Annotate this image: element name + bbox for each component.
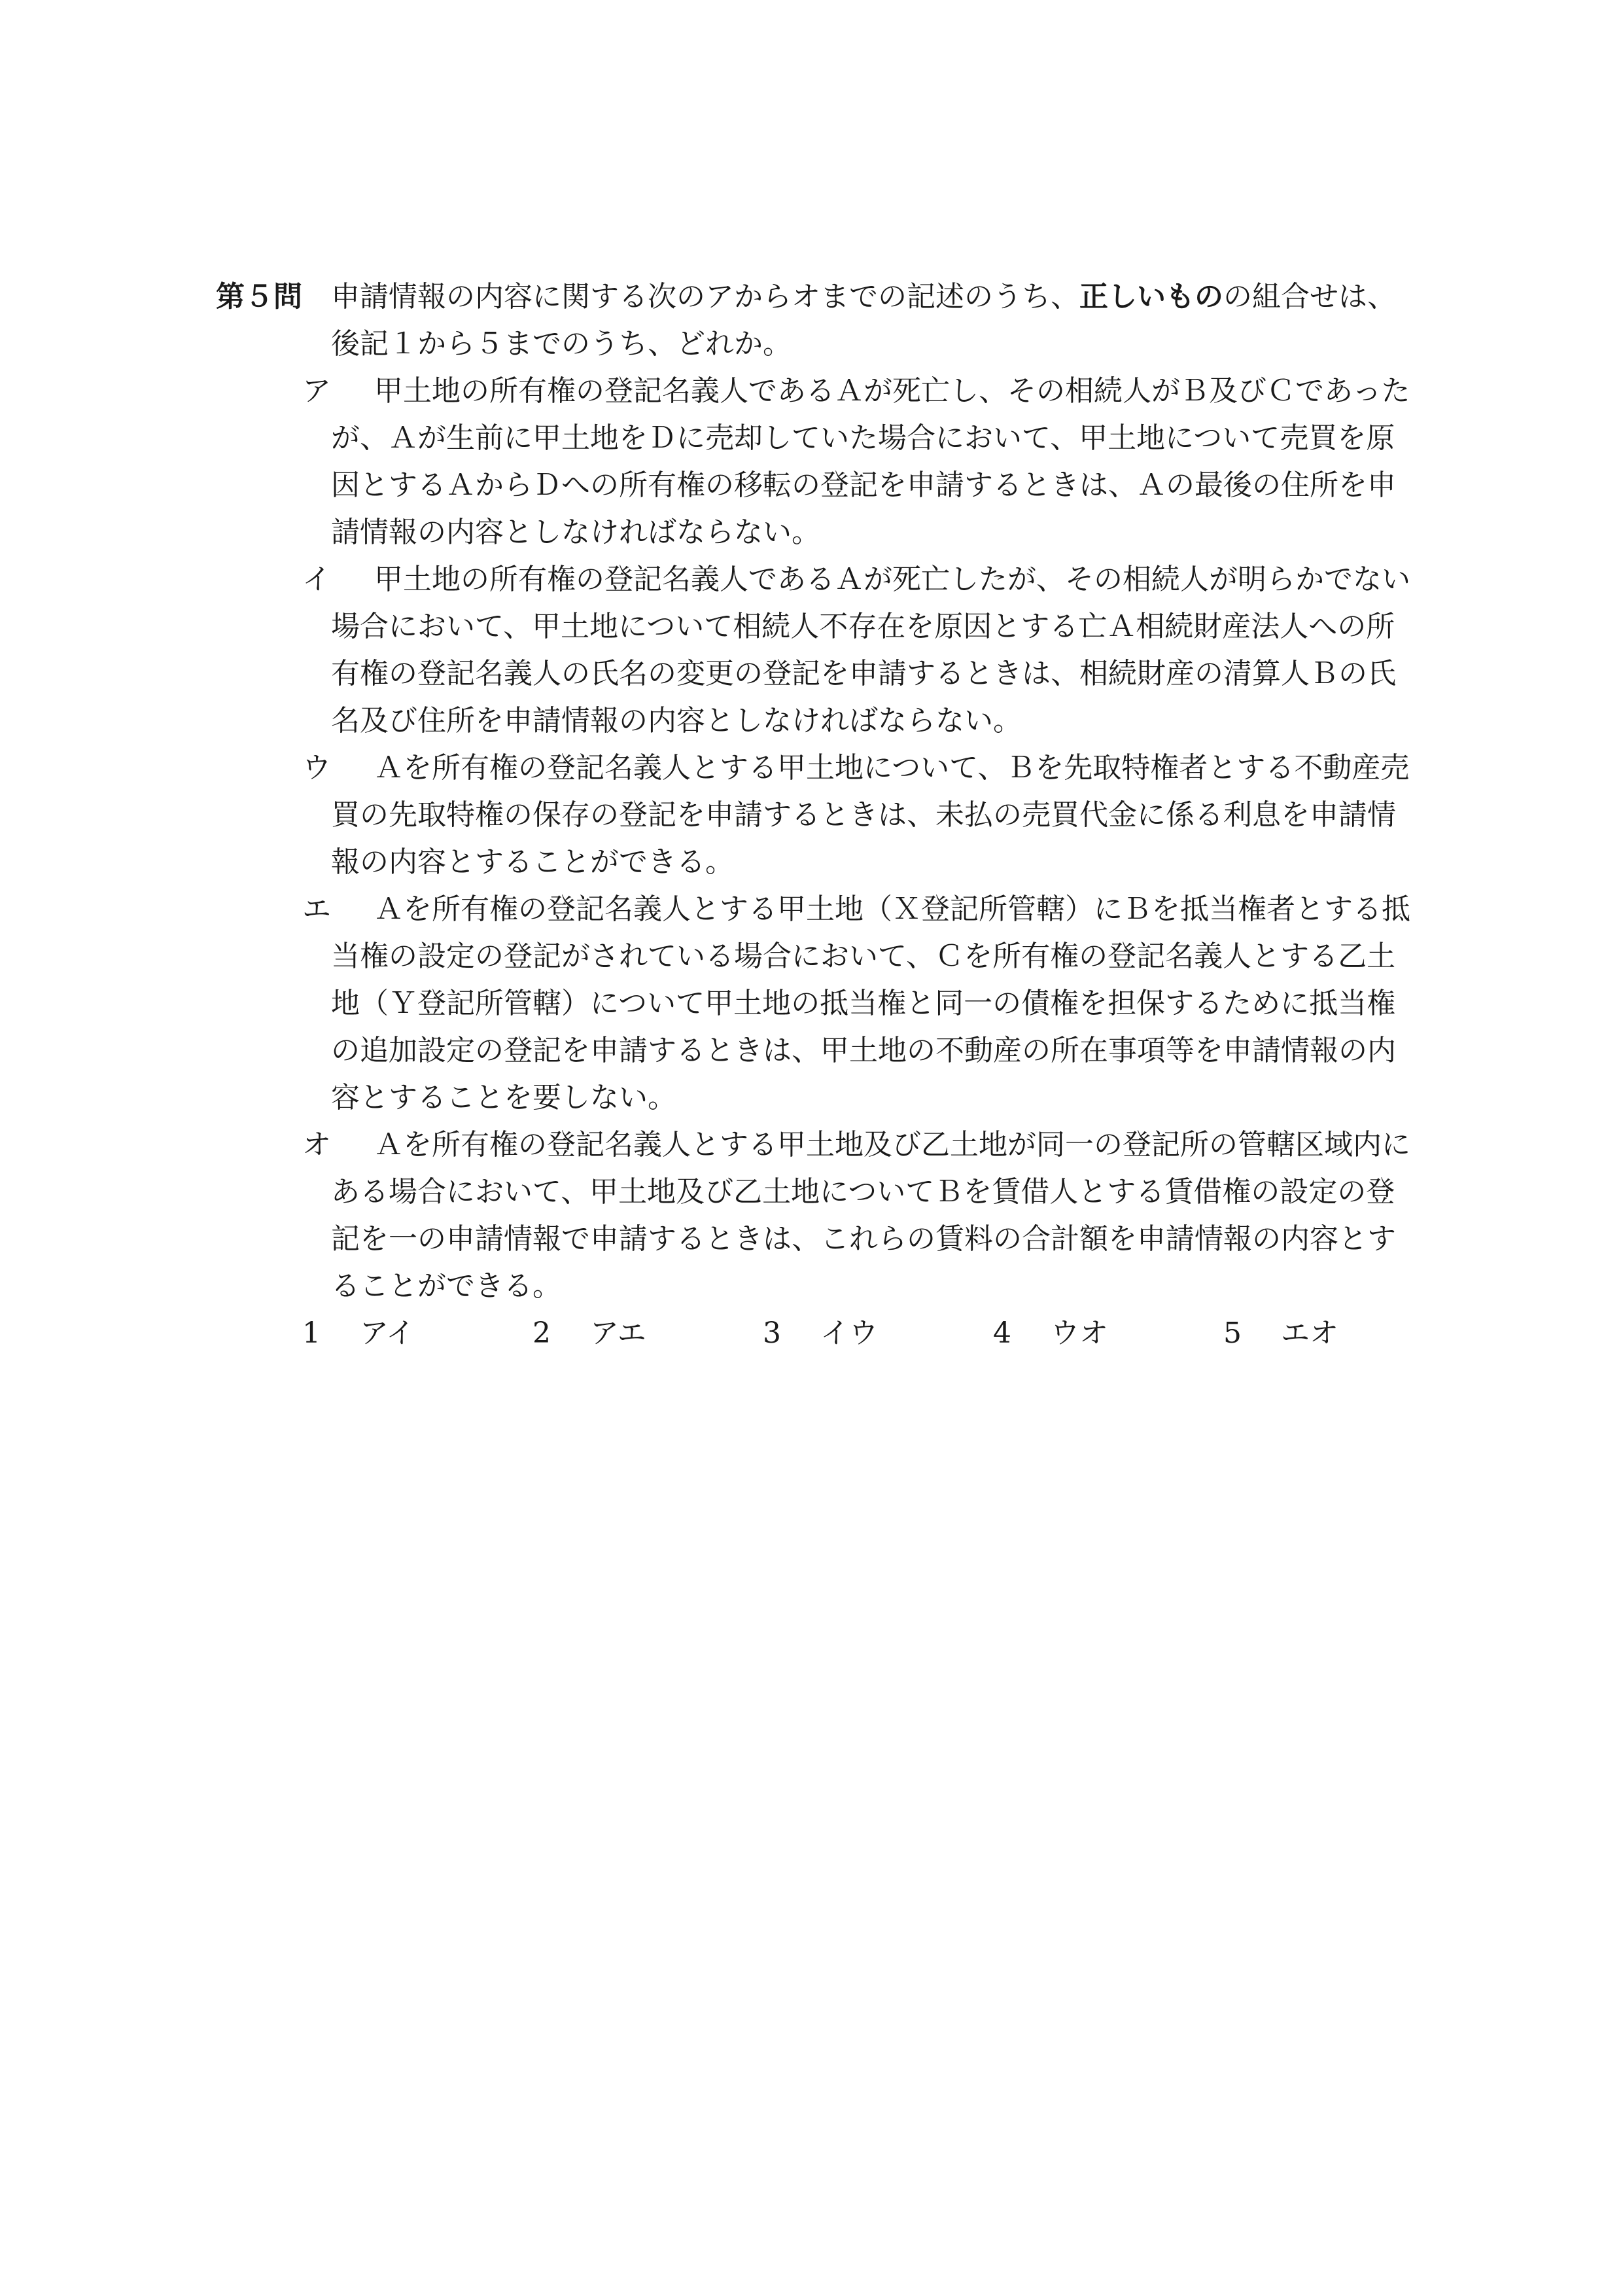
option-mark: ウ — [302, 751, 331, 785]
option-text: Ａを所有権の登記名義人とする甲土地について、Ｂを先取特権者とする不動産売買の先取特権の保存の登記を申請するときは、未払の売買代金に係る利息を申請情報の内容とすることができる。 — [331, 751, 1410, 879]
option-text: Ａを所有権の登記名義人とする甲土地（Ｘ登記所管轄）にＢを抵当権者とする抵当権の設定の登記がされている場合において、Ｃを所有権の登記名義人とする乙土地（Ｙ登記所管轄）について甲土地の抵当権と同一の債権を担保するために抵当権の追加設定の登記を申請するときは、甲土地の不動産の所在事項等を申請情報の内容とすることを要しない。 — [331, 892, 1410, 1114]
option-a — [216, 368, 1413, 556]
question-header — [216, 274, 1413, 368]
answer-label: アエ — [590, 1316, 646, 1350]
answer-number: 1 — [302, 1316, 321, 1350]
answer-label: アイ — [360, 1316, 415, 1350]
question-text-before: 申請情報の内容に関する次のアからオまでの記述のうち、 — [331, 280, 1079, 313]
question-number: 第５問 — [216, 280, 302, 313]
answer-choice-1 — [302, 1310, 532, 1357]
answer-label: エオ — [1281, 1316, 1338, 1350]
option-o — [216, 1122, 1413, 1310]
answer-number: 3 — [763, 1316, 781, 1350]
answer-label: イウ — [820, 1316, 878, 1350]
option-text: 甲土地の所有権の登記名義人であるＡが死亡し、その相続人がＢ及びＣであったが、Ａが生前に甲土地をＤに売却していた場合において、甲土地について売買を原因とするＡからＤへの所有権の移転の登記を申請するときは、Ａの最後の住所を申請情報の内容としなければならない。 — [331, 374, 1410, 549]
answer-number: 4 — [993, 1316, 1011, 1350]
answer-choice-4 — [993, 1310, 1223, 1357]
exam-page — [216, 274, 1413, 1357]
answer-choice-2 — [532, 1310, 763, 1357]
option-e — [216, 886, 1413, 1122]
answer-choice-3 — [763, 1310, 993, 1357]
answer-number: 5 — [1223, 1316, 1242, 1350]
answer-number: 2 — [532, 1316, 551, 1350]
option-mark: オ — [302, 1128, 331, 1161]
option-u — [216, 745, 1413, 886]
option-text: Ａを所有権の登記名義人とする甲土地及び乙土地が同一の登記所の管轄区域内にある場合において、甲土地及び乙土地についてＢを賃借人とする賃借権の設定の登記を一の申請情報で申請するときは、これらの賃料の合計額を申請情報の内容とすることができる。 — [331, 1128, 1410, 1303]
answer-choices — [216, 1310, 1413, 1357]
option-mark: エ — [302, 892, 331, 926]
option-text: 甲土地の所有権の登記名義人であるＡが死亡したが、その相続人が明らかでない場合において、甲土地について相続人不存在を原因とする亡Ａ相続財産法人への所有権の登記名義人の氏名の変更の登記を申請するときは、相続財産の清算人Ｂの氏名及び住所を申請情報の内容としなければならない。 — [331, 563, 1410, 737]
question-text-after: の組合せは、後記１から５までのうち、どれか。 — [331, 280, 1396, 361]
option-mark: イ — [302, 563, 331, 596]
answer-label: ウオ — [1051, 1316, 1108, 1350]
question-emphasis: 正しいもの — [1079, 280, 1223, 313]
option-mark: ア — [302, 374, 331, 408]
answer-choice-5 — [1223, 1310, 1454, 1357]
option-i — [216, 556, 1413, 745]
